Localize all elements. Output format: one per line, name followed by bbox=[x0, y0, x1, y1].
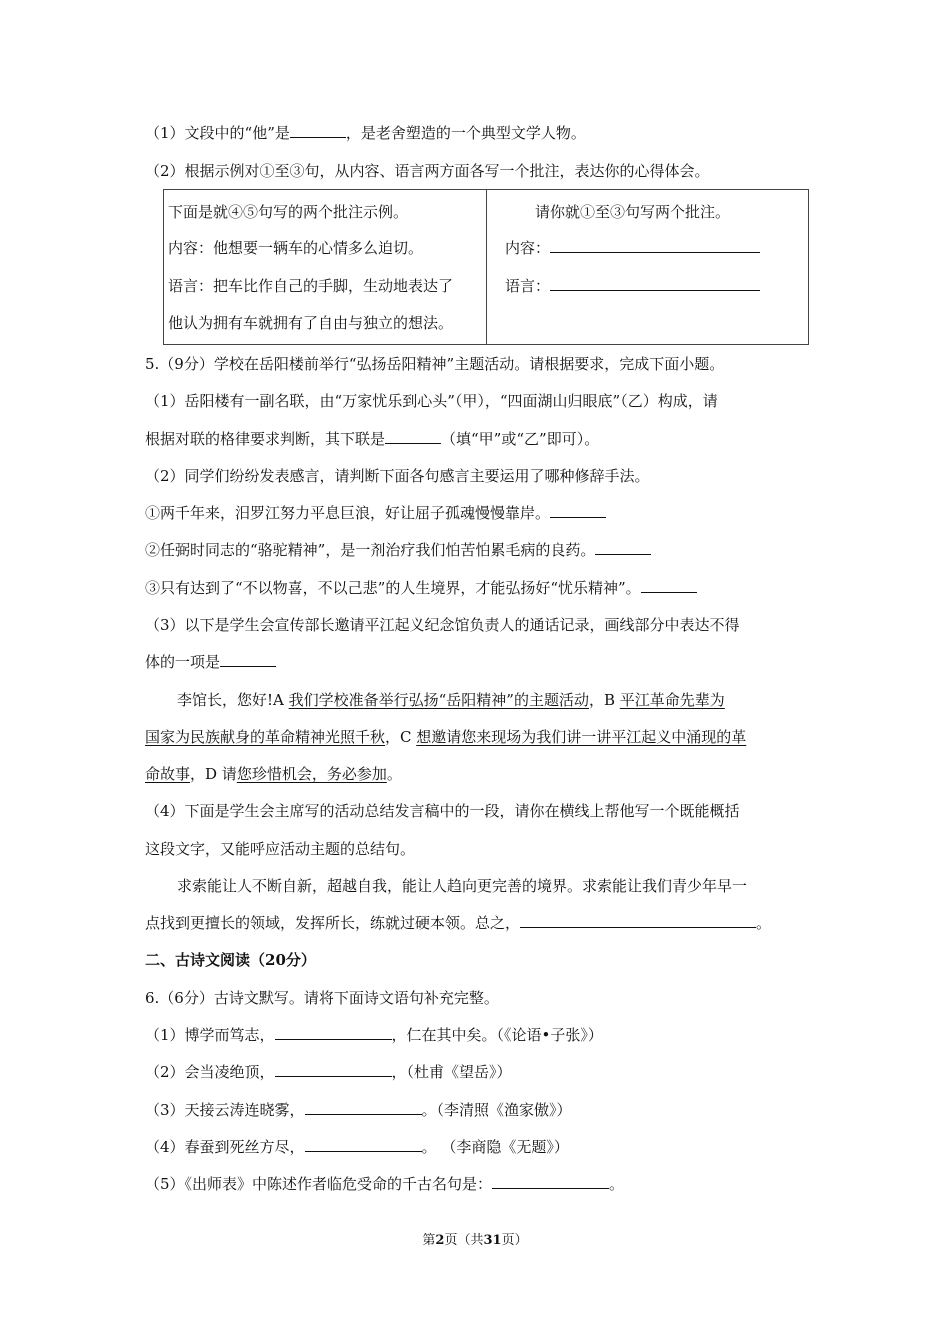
answer-blank[interactable] bbox=[641, 578, 697, 593]
q5-s2-a: ①两千年来，汨罗江努力平息巨浪，好让屈子孤魂慢慢靠岸。 bbox=[145, 503, 606, 523]
q5-s2-c: ③只有达到了“不以物喜，不以己悲”的人生境界，才能弘扬好“忧乐精神”。 bbox=[145, 578, 697, 598]
q6-title: 6.（6分）古诗文默写。请将下面诗文语句补充完整。 bbox=[145, 989, 499, 1007]
q6-line3: （3）天接云涛连晓雾， 。（李清照《渔家傲》） bbox=[145, 1101, 572, 1119]
q5-title: 5.（9分）学校在岳阳楼前举行“弘扬岳阳精神”主题活动。请根据要求，完成下面小题。 bbox=[145, 355, 725, 373]
q4-sub2: （2）根据示例对①至③句，从内容、语言两方面各写一个批注，表达你的心得体会。 bbox=[145, 162, 710, 180]
summary-para-line1: 求索能让人不断自新，超越自我，能让人趋向更完善的境界。求索能让我们青少年早一 bbox=[177, 877, 748, 895]
answer-blank[interactable] bbox=[305, 1137, 422, 1152]
answer-blank[interactable] bbox=[385, 429, 441, 444]
example-annotations: 下面是就④⑤句写的两个批注示例。 内容：他想要一辆车的心情多么迫切。 语言：把车比作自己的手脚，生动地表达了 他认为拥有车就拥有了自由与独立的想法。 bbox=[168, 203, 454, 332]
q6-line4: （4）春蚕到死丝方尽， 。 （李商隐《无题》） bbox=[145, 1138, 569, 1156]
total-pages: 31 bbox=[483, 1233, 502, 1248]
answer-blank[interactable] bbox=[275, 1062, 392, 1077]
summary-para-line2: 点找到更擅长的领域，发挥所长，练就过硬本领。总之， 。 bbox=[145, 914, 772, 932]
q5-s3-line1: （3）以下是学生会宣传部长邀请平江起义纪念馆负责人的通话记录，画线部分中表达不得 bbox=[145, 616, 740, 634]
dialogue-line2: 国家为民族献身的革命精神光照千秋，C 想邀请您来现场为我们讲一讲平江起义中涌现的革 bbox=[145, 728, 747, 746]
q4-sub1: （1）文段中的“他”是 ，是老舍塑造的一个典型文学人物。 bbox=[145, 124, 586, 142]
dialogue-line3: 命故事，D 请您珍惜机会，务必参加。 bbox=[145, 765, 402, 783]
student-annotations: 请你就①至③句写两个批注。 内容： 语言： bbox=[487, 190, 808, 344]
q5-s4-line2: 这段文字，又能呼应活动主题的总结句。 bbox=[145, 840, 416, 858]
page-footer: 第2页（共31页） bbox=[422, 1233, 528, 1248]
summary-answer-blank[interactable] bbox=[520, 913, 756, 928]
answer-blank[interactable] bbox=[492, 1174, 609, 1189]
q5-s1-line1: （1）岳阳楼有一副名联，由“万家忧乐到心头”（甲），“四面湖山归眼底”（乙）构成，请 bbox=[145, 392, 718, 410]
answer-blank[interactable] bbox=[275, 1025, 392, 1040]
answer-blank[interactable] bbox=[220, 652, 276, 667]
annotation-table bbox=[163, 189, 809, 345]
language-answer-blank[interactable] bbox=[550, 276, 760, 291]
q5-s1-line2: 根据对联的格律要求判断，其下联是 （填“甲”或“乙”即可）。 bbox=[145, 430, 600, 448]
dialogue-line1: 李馆长，您好!A 我们学校准备举行弘扬“岳阳精神”的主题活动，B 平江革命先辈为 bbox=[177, 691, 725, 709]
q5-s2-b: ②任弼时同志的“骆驼精神”，是一剂治疗我们怕苦怕累毛病的良药。 bbox=[145, 540, 651, 560]
q5-s2: （2）同学们纷纷发表感言，请判断下面各句感言主要运用了哪种修辞手法。 bbox=[145, 467, 650, 485]
page-number: 2 bbox=[435, 1233, 445, 1248]
section-heading: 二、古诗文阅读（20分） bbox=[145, 951, 316, 969]
answer-blank[interactable] bbox=[305, 1100, 422, 1115]
q6-line2: （2）会当凌绝顶， ，（杜甫《望岳》） bbox=[145, 1063, 512, 1081]
q6-line5: （5）《出师表》中陈述作者临危受命的千古名句是： 。 bbox=[145, 1175, 625, 1193]
answer-blank[interactable] bbox=[595, 540, 651, 555]
q5-s4-line1: （4）下面是学生会主席写的活动总结发言稿中的一段，请你在横线上帮他写一个既能概括 bbox=[145, 802, 740, 820]
answer-blank[interactable] bbox=[550, 503, 606, 518]
q5-s3-line2: 体的一项是 bbox=[145, 652, 276, 672]
q6-line1: （1）博学而笃志， ，仁在其中矣。（《论语•子张》） bbox=[145, 1026, 603, 1044]
answer-blank[interactable] bbox=[290, 123, 346, 138]
content-answer-blank[interactable] bbox=[550, 238, 760, 253]
